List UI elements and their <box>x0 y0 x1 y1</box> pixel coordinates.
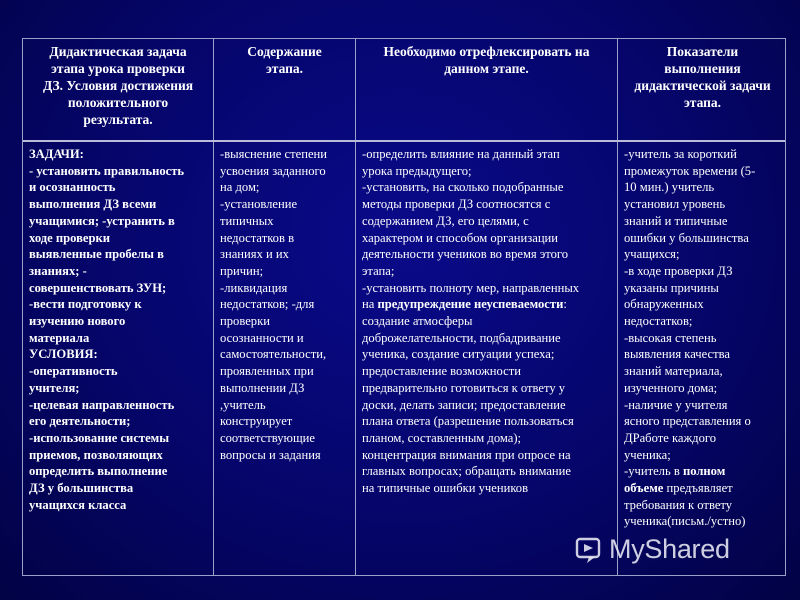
lesson-stage-table <box>22 38 786 576</box>
header-cell-reflection: Необходимо отрефлексировать на данном этапе. <box>355 39 617 140</box>
myshared-logo-icon <box>575 535 605 565</box>
header-cell-indicators: Показатели выполнения дидактической задачи этапа. <box>617 39 787 140</box>
header-cell-stage-content: Содержание этапа. <box>213 39 355 140</box>
cell-tasks-conditions: ЗАДАЧИ: - установить правильность и осознанность выполнения ДЗ всеми учащимися; -устранить в ходе проверки выявленные пробелы в знаниях; - совершенствовать ЗУН; -вести подготовку к изучению нового материала УСЛОВИЯ: -оперативность учителя; -целевая направленность его деятельности; -использование системы приемов, позволяющих определить выполнение ДЗ у большинства учащихся класса <box>29 147 185 512</box>
reflection-text-part2: : создание атмосферы доброжелательности, подбадривание ученика, создание ситуации успеха; предоставление возможности предварительно готовиться к ответу у доски, делать записи; предоставление плана ответа (разрешение пользоваться планом, составленным дома); концентрация внимания при опросе на главных вопросах; обращать внимание на типичные ошибки учеников <box>362 297 574 496</box>
cell-stage-content: -выяснение степени усвоения заданного на дом; -установление типичных недостатков в знаниях и их причин; -ликвидация недостатков; -для проверки осознанности и самостоятельности, проявленных при выполнении ДЗ ,учитель конструирует соответствующие вопросы и задания <box>213 142 355 575</box>
indicators-emphasis: полном объеме <box>624 464 726 496</box>
indicators-text-part1: -учитель за короткий промежуток времени (5- 10 мин.) учитель установил уровень знаний и типичные ошибки у большинства учащихся; -в ходе проверки ДЗ указаны причины обнаруженных недостатков; -высокая степень выявления качества знаний материала, изученного дома; -наличие у учителя ясного представления о ДРаботе каждого ученика; -учитель в <box>624 147 756 479</box>
reflection-text-part1: -определить влияние на данный этап урока предыдущего; -установить, на сколько подобранные методы проверки ДЗ соотносятся с содержанием ДЗ, его целями, с характером и способом организации деятельности учеников во время этого этапа; -установить полноту мер, направленных на <box>362 147 580 312</box>
reflection-emphasis: предупреждение неуспеваемости <box>377 297 564 312</box>
indicators-text-part2: предъявляет требования к ответу ученика(письм./устно) <box>624 481 746 529</box>
watermark-text: MyShared <box>609 534 730 564</box>
cell-reflection <box>355 142 617 575</box>
myshared-watermark <box>575 534 730 565</box>
table-row <box>23 142 785 575</box>
header-cell-didactic-task: Дидактическая задача этапа урока проверки ДЗ. Условия достижения положительного результата. <box>42 44 194 127</box>
table-header-row <box>23 39 785 142</box>
cell-indicators <box>617 142 787 575</box>
